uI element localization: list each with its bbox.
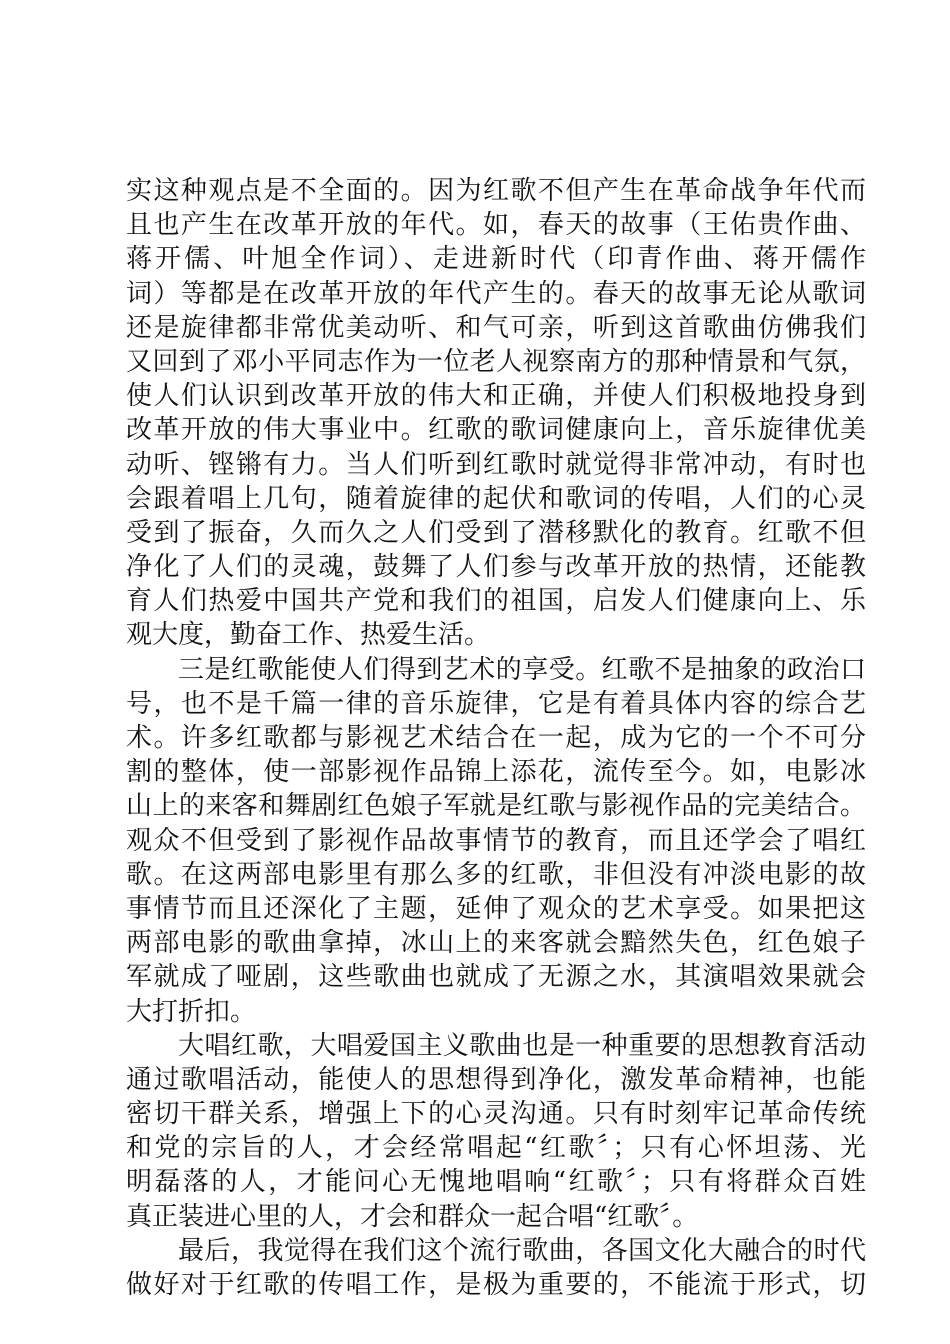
text-line: 明磊落的人，才能问心无愧地唱响“红歌〞；只有将群众百姓: [126, 1167, 866, 1198]
text-line: 两部电影的歌曲拿掉，冰山上的来客就会黯然失色，红色娘子: [126, 928, 866, 959]
text-line: 词）等都是在改革开放的年代产生的。春天的故事无论从歌词: [126, 278, 866, 309]
text-line: 受到了振奋，久而久之人们受到了潜移默化的教育。红歌不但: [126, 517, 866, 548]
text-line: 割的整体，使一部影视作品锦上添花，流传至今。如，电影冰: [126, 757, 866, 788]
text-line: 净化了人们的灵魂，鼓舞了人们参与改革开放的热情，还能教: [126, 552, 866, 583]
text-line: 真正装进心里的人，才会和群众一起合唱“红歌〞。: [126, 1201, 699, 1232]
text-line: 观众不但受到了影视作品故事情节的教育，而且还学会了唱红: [126, 825, 866, 856]
text-line: 实这种观点是不全面的。因为红歌不但产生在革命战争年代而: [126, 176, 866, 206]
text-line: 使人们认识到改革开放的伟大和正确，并使人们积极地投身到: [126, 381, 866, 412]
text-line: 山上的来客和舞剧红色娘子军就是红歌与影视作品的完美结合。: [126, 791, 866, 822]
text-line: 观大度，勤奋工作、热爱生活。: [126, 620, 491, 651]
text-line: 做好对于红歌的传唱工作，是极为重要的，不能流于形式，切: [126, 1270, 866, 1300]
text-line: 育人们热爱中国共产党和我们的祖国，启发人们健康向上、乐: [126, 586, 866, 617]
text-line: 通过歌唱活动，能使人的思想得到净化，激发革命精神，也能: [126, 1064, 866, 1095]
text-line: 术。许多红歌都与影视艺术结合在一起，成为它的一个不可分: [126, 723, 866, 753]
text-line: 最后，我觉得在我们这个流行歌曲，各国文化大融合的时代: [178, 1235, 866, 1266]
text-line: 且也产生在改革开放的年代。如，春天的故事（王佑贵作曲、: [126, 210, 866, 241]
text-line: 又回到了邓小平同志作为一位老人视察南方的那种情景和气氛，: [126, 346, 866, 377]
text-line: 密切干群关系，增强上下的心灵沟通。只有时刻牢记革命传统: [126, 1099, 866, 1130]
text-line: 事情节而且还深化了主题，延伸了观众的艺术享受。如果把这: [126, 893, 866, 924]
text-line: 会跟着唱上几句，随着旋律的起伏和歌词的传唱，人们的心灵: [126, 483, 866, 514]
text-line: 军就成了哑剧，这些歌曲也就成了无源之水，其演唱效果就会: [126, 962, 866, 993]
paragraph-4: [126, 1234, 866, 1302]
text-line: 号，也不是千篇一律的音乐旋律，它是有着具体内容的综合艺: [126, 688, 866, 719]
paragraph-2: [126, 653, 866, 1029]
body-text: [126, 174, 866, 1302]
text-line: 三是红歌能使人们得到艺术的享受。红歌不是抽象的政治口: [178, 654, 866, 685]
text-line: 动听、铿锵有力。当人们听到红歌时就觉得非常冲动，有时也: [126, 449, 866, 480]
text-line: 改革开放的伟大事业中。红歌的歌词健康向上，音乐旋律优美: [126, 415, 866, 446]
text-line: 歌。在这两部电影里有那么多的红歌，非但没有冲淡电影的故: [126, 859, 866, 890]
text-line: 大唱红歌，大唱爱国主义歌曲也是一种重要的思想教育活动: [178, 1030, 866, 1061]
text-line: 大打折扣。: [126, 996, 257, 1027]
paragraph-3: [126, 1029, 866, 1234]
paragraph-1: [126, 174, 866, 653]
text-line: 和党的宗旨的人，才会经常唱起“红歌〞；只有心怀坦荡、光: [126, 1133, 866, 1164]
text-line: 还是旋律都非常优美动听、和气可亲，听到这首歌曲仿佛我们: [126, 312, 866, 343]
text-line: 蒋开儒、叶旭全作词）、走进新时代（印青作曲、蒋开儒作: [126, 244, 866, 275]
